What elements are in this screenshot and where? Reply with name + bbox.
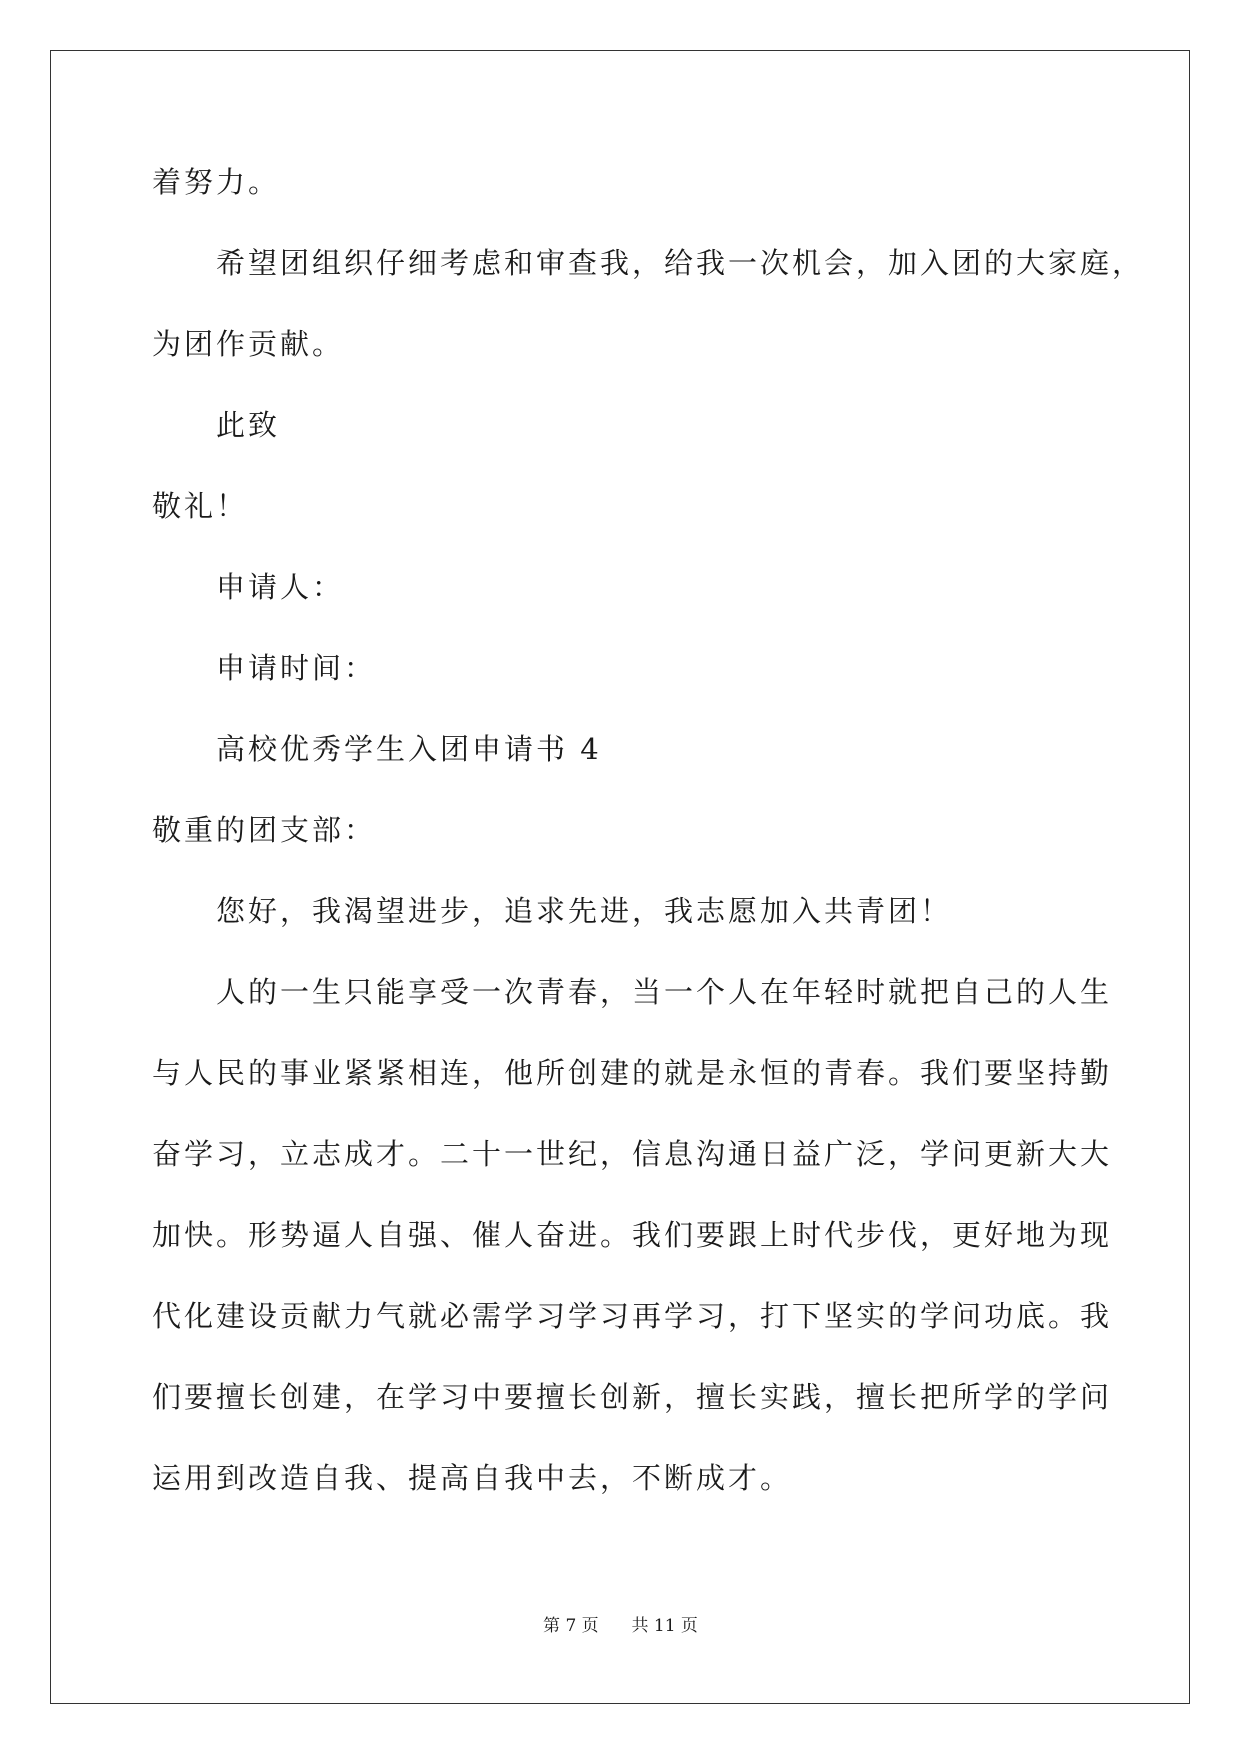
- text-line: 希望团组织仔细考虑和审查我，给我一次机会，加入团的大家庭，: [216, 246, 1145, 280]
- text-line: 们要擅长创建，在学习中要擅长创新，擅长实践，擅长把所学的学问: [152, 1380, 1113, 1414]
- applicant-label: 申请人：: [216, 570, 345, 604]
- text-line: 人的一生只能享受一次青春，当一个人在年轻时就把自己的人生: [216, 975, 1113, 1009]
- text-line: 与人民的事业紧紧相连，他所创建的就是永恒的青春。我们要坚持勤: [152, 1056, 1113, 1090]
- text-line: 着努力。: [152, 165, 281, 199]
- section-heading: 高校优秀学生入团申请书 4: [216, 732, 602, 766]
- page-footer: [0, 1614, 1241, 1638]
- text-line: 运用到改造自我、提高自我中去，不断成才。: [152, 1461, 793, 1495]
- closing-line: 敬礼！: [152, 489, 249, 523]
- greeting-line: 敬重的团支部：: [152, 813, 377, 847]
- page-number-current: 第 7 页: [543, 1616, 599, 1636]
- date-label: 申请时间：: [216, 651, 377, 685]
- page-border: [50, 50, 1190, 1704]
- salutation-line: 此致: [216, 408, 281, 442]
- text-line: 为团作贡献。: [152, 327, 345, 361]
- text-line: 加快。形势逼人自强、催人奋进。我们要跟上时代步伐，更好地为现: [152, 1218, 1113, 1252]
- page-number-total: 共 11 页: [631, 1616, 698, 1636]
- text-line: 您好，我渴望进步，追求先进，我志愿加入共青团！: [216, 894, 953, 928]
- text-line: 奋学习，立志成才。二十一世纪，信息沟通日益广泛，学问更新大大: [152, 1137, 1113, 1171]
- text-line: 代化建设贡献力气就必需学习学习再学习，打下坚实的学问功底。我: [152, 1299, 1113, 1333]
